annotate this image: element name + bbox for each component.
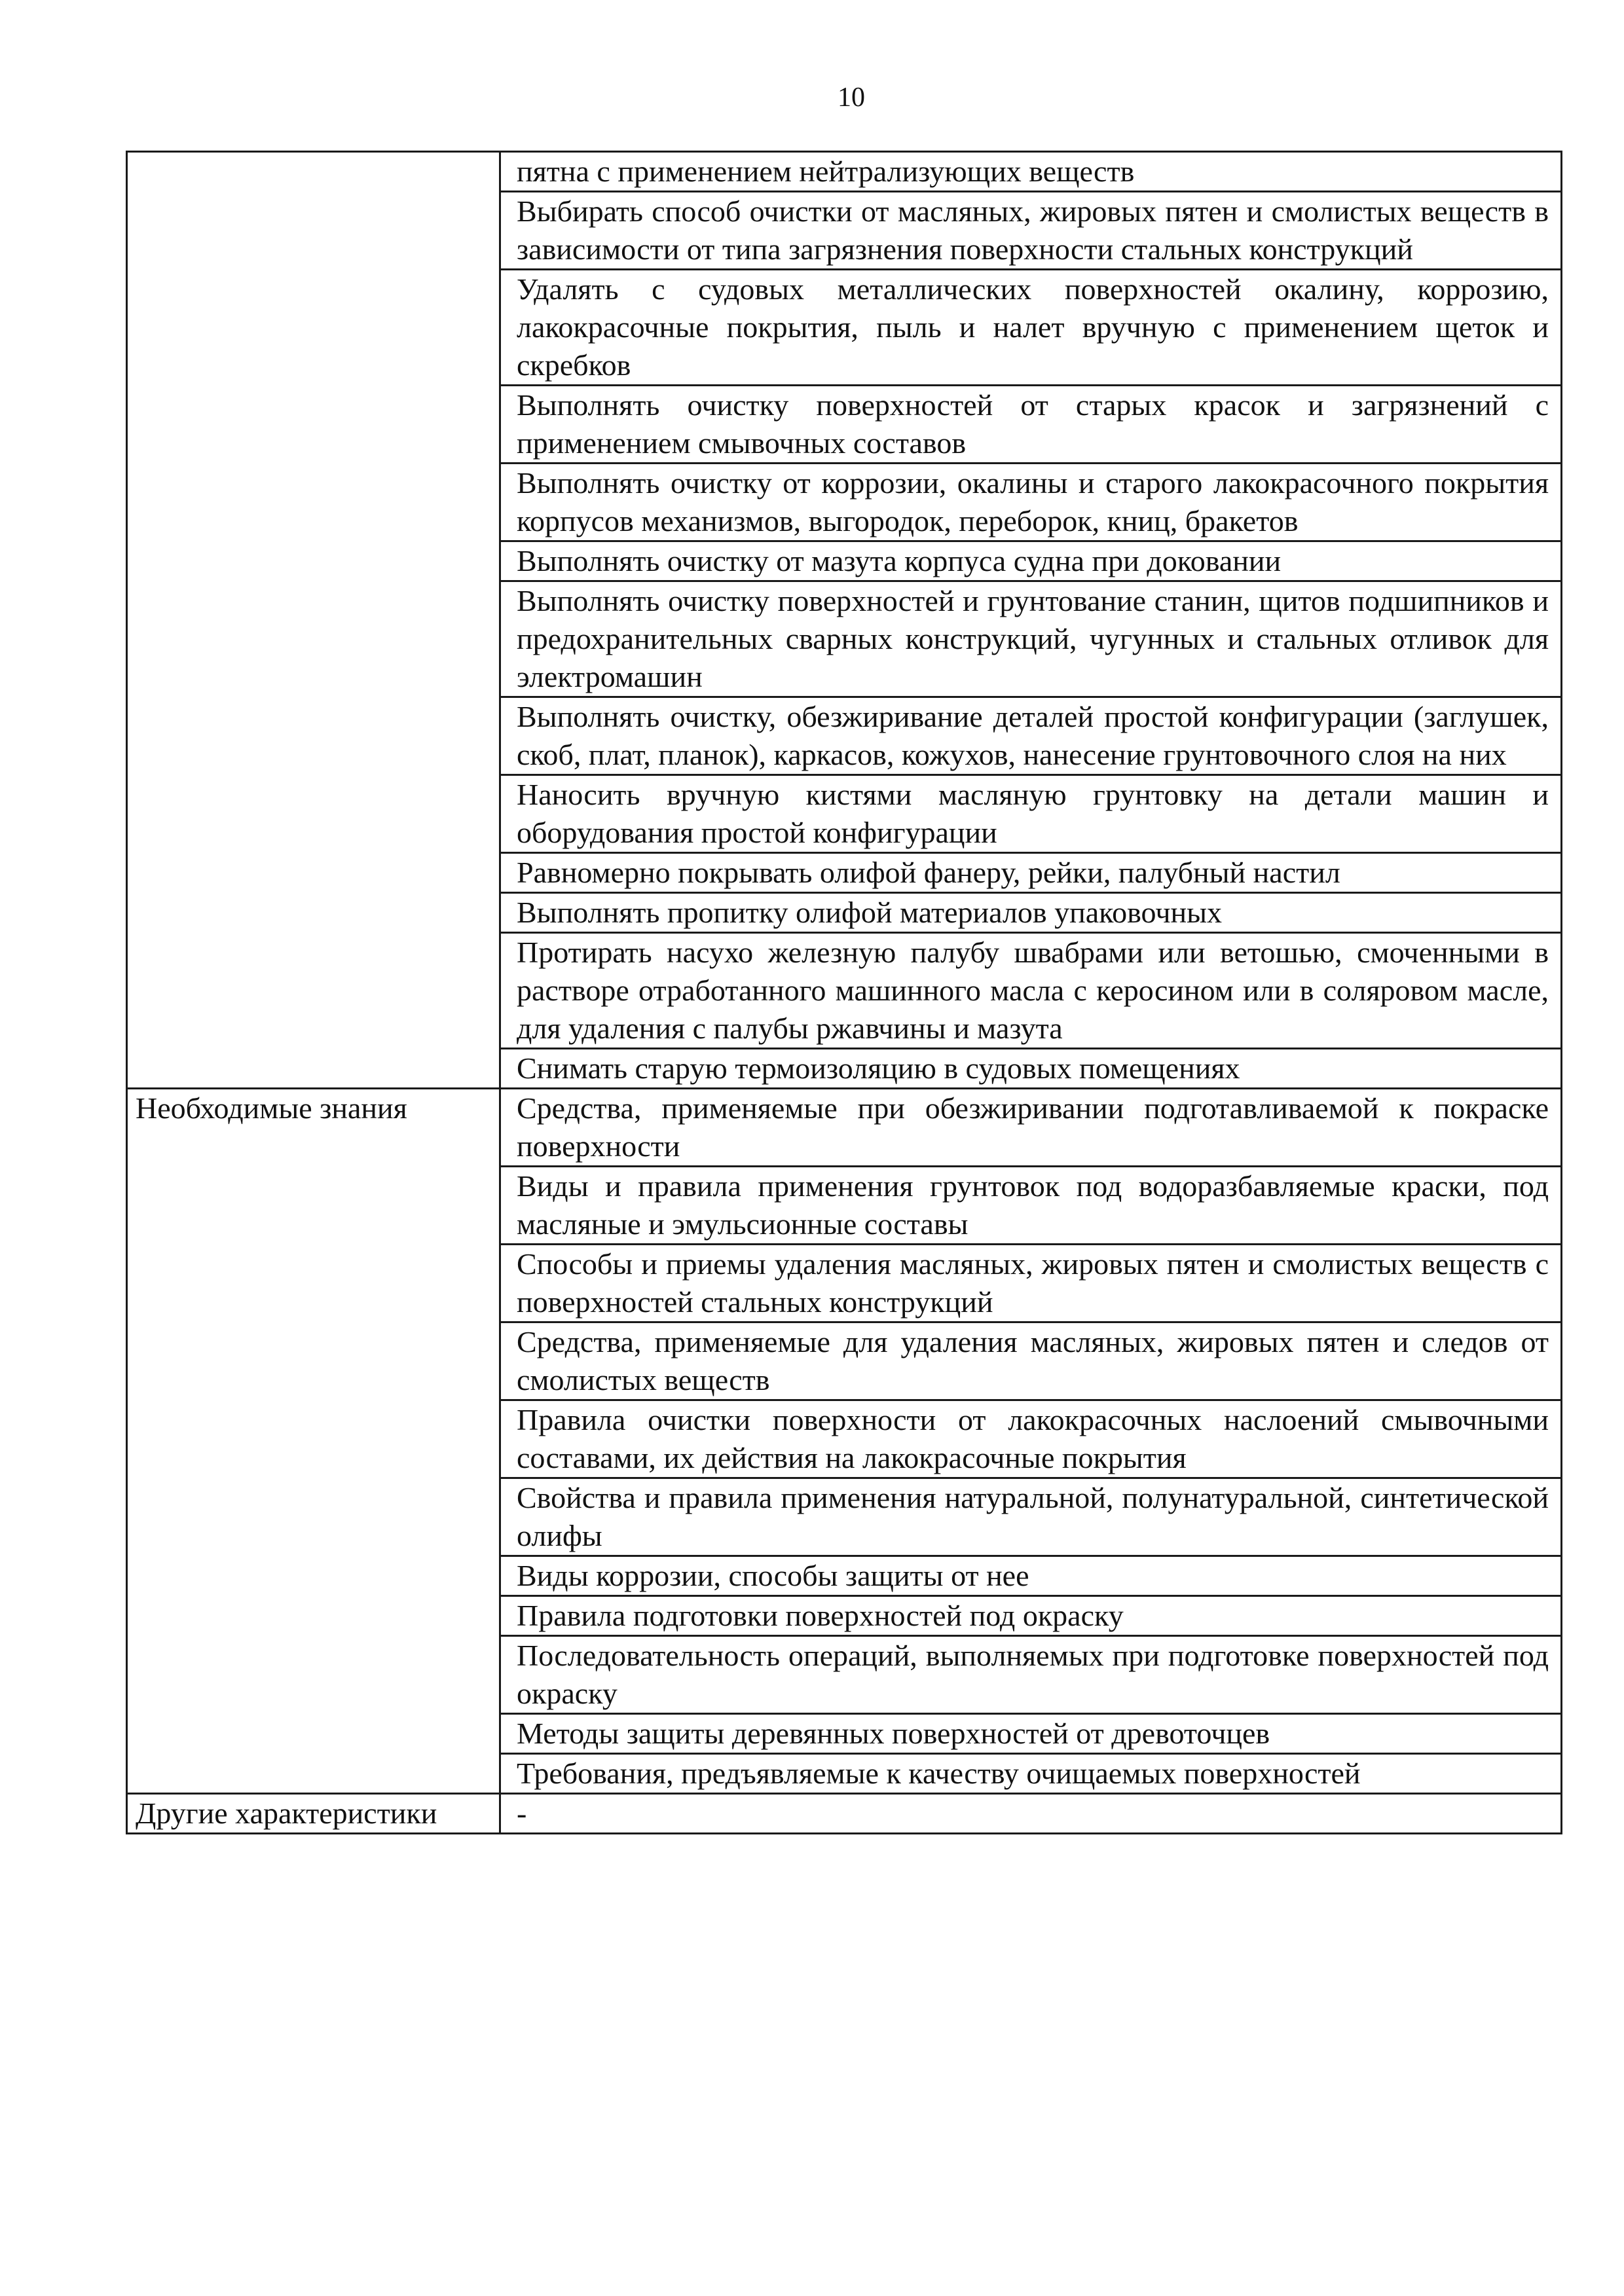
competency-table [126, 151, 1562, 1834]
skill-item: Равномерно покрывать олифой фанеру, рейки, палубный настил [500, 853, 1562, 893]
skill-item: Выполнять очистку от коррозии, окалины и старого лакокрасочного покрытия корпусов механизмов, выгородок, переборок, книц, бракетов [500, 464, 1562, 541]
knowledge-item: Требования, предъявляемые к качеству очищаемых поверхностей [500, 1754, 1562, 1794]
table-row [127, 152, 1562, 192]
knowledge-item: Свойства и правила применения натуральной, полунатуральной, синтетической олифы [500, 1478, 1562, 1556]
skill-item: Выполнять очистку, обезжиривание деталей простой конфигурации (заглушек, скоб, плат, планок), каркасов, кожухов, нанесение грунтовочного слоя на них [500, 697, 1562, 775]
knowledge-item: Методы защиты деревянных поверхностей от древоточцев [500, 1714, 1562, 1754]
skill-item: пятна с применением нейтрализующих веществ [500, 152, 1562, 192]
knowledge-item: Средства, применяемые для удаления масляных, жировых пятен и следов от смолистых веществ [500, 1322, 1562, 1400]
skill-item: Протирать насухо железную палубу швабрами или ветошью, смоченными в растворе отработанного машинного масла с керосином или в соляровом масле, для удаления с палубы ржавчины и мазута [500, 933, 1562, 1049]
knowledge-item: Правила подготовки поверхностей под окраску [500, 1596, 1562, 1636]
skill-item: Выполнять очистку поверхностей от старых красок и загрязнений с применением смывочных составов [500, 386, 1562, 464]
page-number: 10 [838, 82, 865, 113]
skill-item: Выполнять пропитку олифой материалов упаковочных [500, 893, 1562, 933]
skill-item: Снимать старую термоизоляцию в судовых помещениях [500, 1049, 1562, 1089]
other-label-cell: Другие характеристики [127, 1794, 500, 1834]
knowledge-item: Средства, применяемые при обезжиривании подготавливаемой к покраске поверхности [500, 1089, 1562, 1167]
skills-label-cell [127, 152, 500, 1089]
knowledge-item: Виды и правила применения грунтовок под водоразбавляемые краски, под масляные и эмульсионные составы [500, 1167, 1562, 1245]
skill-item: Наносить вручную кистями масляную грунтовку на детали машин и оборудования простой конфигурации [500, 775, 1562, 853]
knowledge-label-cell: Необходимые знания [127, 1089, 500, 1794]
table-row [127, 1089, 1562, 1167]
skill-item: Выбирать способ очистки от масляных, жировых пятен и смолистых веществ в зависимости от типа загрязнения поверхности стальных конструкций [500, 192, 1562, 270]
knowledge-item: Способы и приемы удаления масляных, жировых пятен и смолистых веществ с поверхностей стальных конструкций [500, 1245, 1562, 1322]
knowledge-item: Правила очистки поверхности от лакокрасочных наслоений смывочными составами, их действия на лакокрасочные покрытия [500, 1400, 1562, 1478]
other-value-cell: - [500, 1794, 1562, 1834]
skill-item: Выполнять очистку поверхностей и грунтование станин, щитов подшипников и предохранительных сварных конструкций, чугунных и стальных отливок для электромашин [500, 581, 1562, 697]
skill-item: Удалять с судовых металлических поверхностей окалину, коррозию, лакокрасочные покрытия, пыль и налет вручную с применением щеток и скребков [500, 270, 1562, 386]
table-row [127, 1794, 1562, 1834]
knowledge-item: Виды коррозии, способы защиты от нее [500, 1556, 1562, 1596]
knowledge-item: Последовательность операций, выполняемых при подготовке поверхностей под окраску [500, 1636, 1562, 1714]
skill-item: Выполнять очистку от мазута корпуса судна при доковании [500, 541, 1562, 581]
